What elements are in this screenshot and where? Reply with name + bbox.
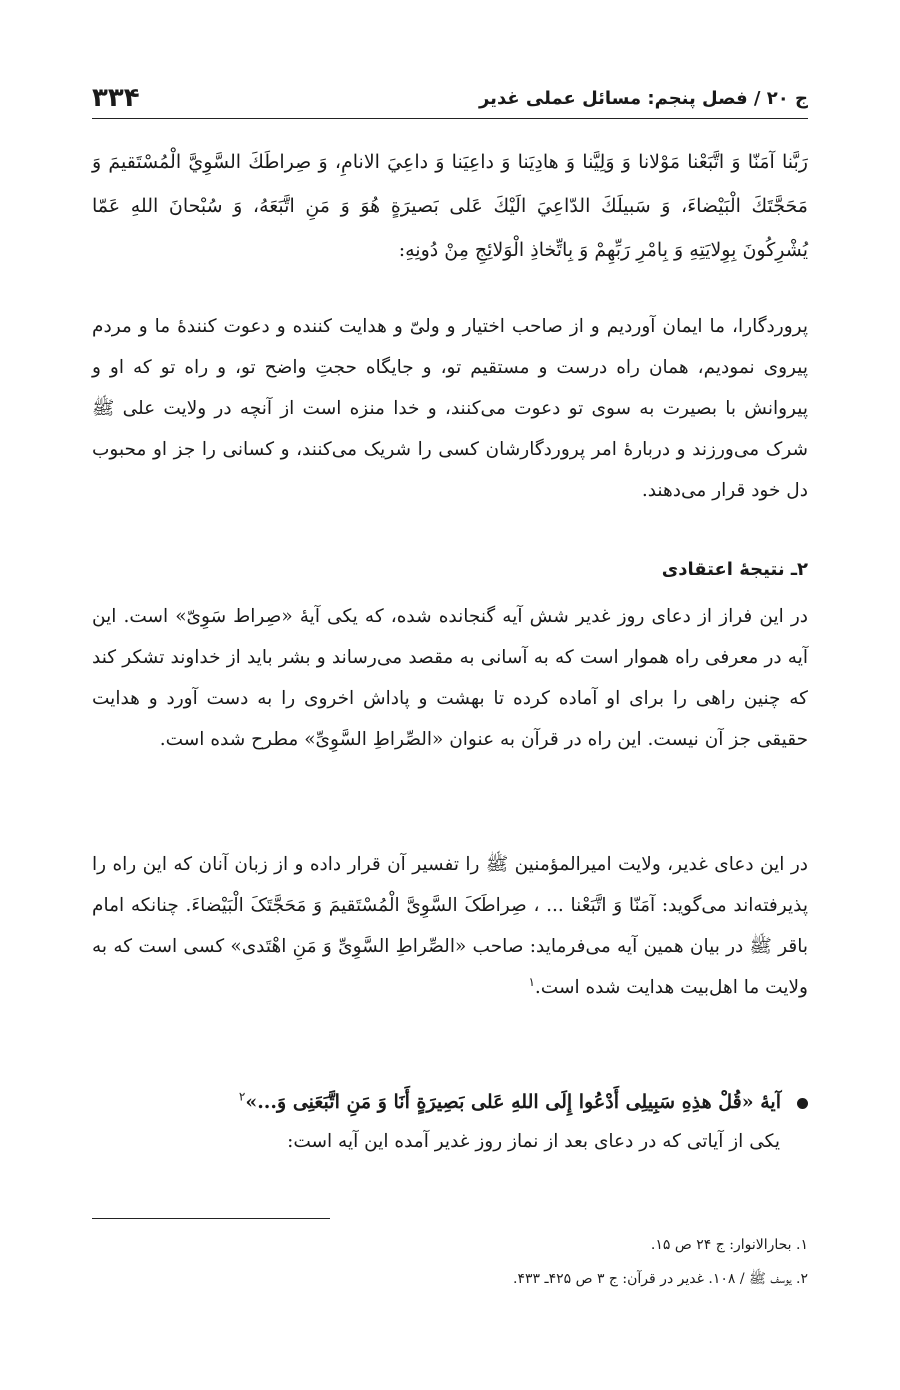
section-heading: ۲ـ نتیجهٔ اعتقادی <box>661 559 808 580</box>
page-header <box>92 78 808 118</box>
footnote-divider <box>92 1218 330 1219</box>
header-divider <box>92 118 808 119</box>
page-number: ۳۳۴ <box>92 83 140 113</box>
footnote-1: ۱. بحارالانوار: ج ۲۴ ص ۱۵. <box>650 1237 808 1253</box>
footnotes <box>92 1228 808 1296</box>
paragraph-interpretation <box>92 844 808 1008</box>
bullet-subtext: یکی از آیاتی که در دعای بعد از نماز روز غدیر آمده این آیه است: <box>287 1131 780 1152</box>
bullet-dot-icon <box>797 1098 808 1109</box>
footnote-2: ۲. یوسف ﷺ / ۱۰۸. غدیر در قرآن: ج ۳ ص ۴۲۵ـ ۴۳۳. <box>512 1271 808 1287</box>
footnote-marker-2[interactable]: ۲ <box>238 1089 246 1104</box>
arabic-quote: رَبَّنا آمَنّا وَ اتَّبَعْنا مَوْلانا وَ وَلِيَّنا وَ هادِيَنا وَ داعِيَنا وَ داعِيَ الانامِ، وَ صِراطَكَ السَّوِيَّ الْمُسْتَقيمَ وَ مَحَجَّتَكَ الْبَيْضاءَ، وَ سَبيلَكَ الدّاعِيَ الَيْكَ عَلى بَصيرَةٍ هُوَ وَ مَنِ اتَّبَعَهُ، وَ سُبْحانَ اللهِ عَمّا يُشْرِكُونَ بِوِلايَتِهِ وَ بِامْرِ رَبِّهِمْ وَ بِاتِّخاذِ الْوَلائِجِ مِنْ دُونِهِ: <box>92 151 808 261</box>
footnote-marker-1[interactable]: ۱ <box>528 974 535 989</box>
paragraph-interpretation-text: در این دعای غدیر، ولایت امیرالمؤمنین ﷺ را تفسیر آن قرار داده و از زبان آنان که این راه را پذیرفته‌اند می‌گوید: آمَنّا وَ اتَّبَعْنا ... ، صِراطَکَ السَّوِیَّ الْمُسْتَقیمَ وَ مَحَجَّتَکَ الْبَیْضاءَ. چنانکه امام باقر ﷺ در بیان همین آیه می‌فرماید: صاحب «الصِّراطِ السَّوِیِّ وَ مَنِ اهْتَدی» کسی است که به ولایت ما اهل‌بیت هدایت شده است. <box>92 854 808 998</box>
paragraph-explanation: در این فراز از دعای روز غدیر شش آیه گنجانده شده، که یکی آیهٔ «صِراط سَوِیّ» است. این آیه در معرفی راه هموار است که به آسانی به مقصد می‌رساند و بشر باید از خداوند تشکر کند که چنین راهی را برای او آماده کرده تا بهشت و پاداش اخروی را به دست آورد و هدایت حقیقی جز آن نیست. این راه در قرآن به عنوان «الصِّراطِ السَّوِیِّ» مطرح شده است. <box>92 606 808 750</box>
bullet-verse <box>92 1082 808 1122</box>
running-head: ج ۲۰ / فصل پنجم: مسائل عملی غدیر <box>478 87 808 109</box>
bullet-verse-text: آیهٔ «قُلْ هذِهِ سَبِیلِی أَدْعُوا إِلَی اللهِ عَلی بَصِیرَةٍ أَنَا وَ مَنِ اتَّبَعَنِی وَ...» <box>245 1091 781 1113</box>
paragraph-translation: پروردگارا، ما ایمان آوردیم و از صاحب اختیار و ولیّ و هدایت کننده و دعوت کنندهٔ ما و مردم پیروی نمودیم، همان راه درست و مستقیم تو، و جایگاه حجتِ واضح تو، و راه تو که او و پیروانش با بصیرت به سوی تو دعوت می‌کنند، و خدا منزه است از آنچه در ولایت علی ﷺ شرک می‌ورزند و دربارهٔ امر پروردگارشان کسی را شریک می‌کنند، و کسانی را جز او محبوب دل خود قرار می‌دهند. <box>92 316 808 501</box>
book-page <box>92 60 808 1360</box>
